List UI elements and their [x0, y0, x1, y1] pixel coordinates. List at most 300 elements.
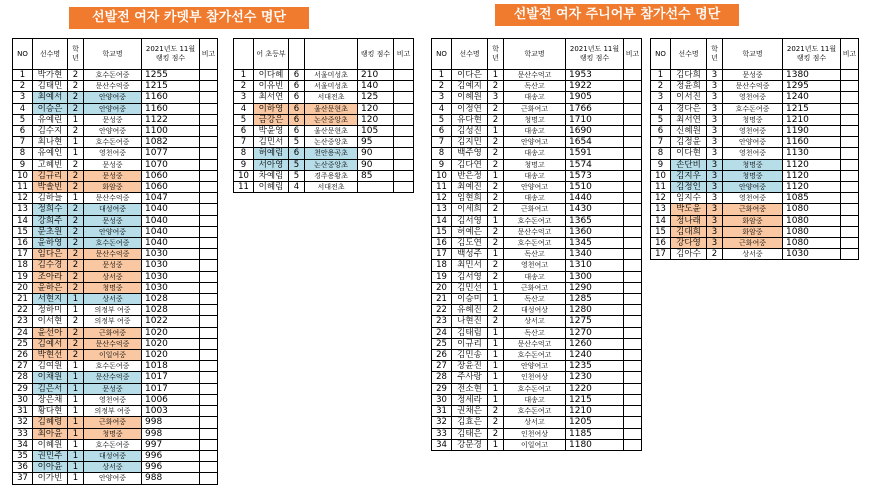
- table-row: [234, 148, 414, 159]
- player-name: 김다희: [671, 70, 707, 81]
- ranking-score: 1190: [783, 126, 841, 137]
- player-name: 권민주: [33, 450, 68, 461]
- grade: 1: [488, 394, 504, 405]
- row-no: 7: [432, 137, 452, 148]
- table-row: [234, 170, 414, 181]
- table-row: [13, 114, 218, 125]
- player-name: 강희주: [33, 215, 68, 226]
- player-name: 박도윤: [671, 204, 707, 215]
- grade: 5: [289, 137, 305, 148]
- school-name: 대송고: [504, 92, 566, 103]
- player-name: 이가빈: [33, 473, 68, 484]
- note: [200, 114, 218, 125]
- note: [624, 81, 642, 92]
- row-no: 10: [13, 170, 33, 181]
- school-name: 안양여중: [84, 226, 142, 237]
- grade: 1: [68, 193, 84, 204]
- grade: 1: [488, 126, 504, 137]
- note: [624, 372, 642, 383]
- row-no: 23: [13, 316, 33, 327]
- ranking-score: 1028: [142, 294, 200, 305]
- school-name: 영천여중: [723, 92, 783, 103]
- row-no: 23: [432, 316, 452, 327]
- school-name: 호수돈여중: [723, 103, 783, 114]
- table-row: [651, 215, 859, 226]
- ranking-score: 1047: [142, 193, 200, 204]
- note: [624, 92, 642, 103]
- grade: 1: [68, 114, 84, 125]
- grade: 1: [68, 372, 84, 383]
- player-name: 김혜령: [33, 417, 68, 428]
- player-name: 임지수: [671, 193, 707, 204]
- row-no: 12: [13, 193, 33, 204]
- school-name: 청명중: [84, 282, 142, 293]
- row-no: 24: [432, 327, 452, 338]
- note: [624, 327, 642, 338]
- player-name: 김다연: [452, 159, 488, 170]
- note: [200, 473, 218, 484]
- school-name: 문산수억중: [84, 81, 142, 92]
- ranking-score: 1070: [142, 159, 200, 170]
- header-name: 선수명: [452, 39, 488, 70]
- school-name: 대송고: [504, 394, 566, 405]
- table-row: [651, 193, 859, 204]
- ranking-score: 1040: [142, 238, 200, 249]
- row-no: 6: [651, 126, 671, 137]
- player-name: 김성진: [452, 126, 488, 137]
- row-no: 15: [432, 226, 452, 237]
- table-row: [651, 126, 859, 137]
- player-name: 고혜빈: [33, 159, 68, 170]
- ranking-score: 1080: [783, 215, 841, 226]
- school-name: 화암중: [723, 215, 783, 226]
- row-no: 11: [651, 182, 671, 193]
- ranking-score: 1120: [783, 159, 841, 170]
- grade: 6: [289, 148, 305, 159]
- grade: 3: [707, 148, 723, 159]
- school-name: 이일여고: [504, 439, 566, 450]
- note: [394, 170, 414, 181]
- player-name: 김아수: [671, 249, 707, 260]
- player-name: 이승미: [452, 294, 488, 305]
- player-name: 이혜원: [452, 92, 488, 103]
- table-row: [13, 372, 218, 383]
- player-name: 최예진: [452, 182, 488, 193]
- player-name: 임현희: [452, 193, 488, 204]
- ranking-score: 1690: [566, 126, 624, 137]
- player-name: 이다은: [452, 70, 488, 81]
- player-name: 허예은: [452, 226, 488, 237]
- ranking-score: 996: [142, 462, 200, 473]
- school-name: 서울미성초: [305, 70, 358, 81]
- player-name: 김수지: [33, 126, 68, 137]
- row-no: 12: [432, 193, 452, 204]
- row-no: 3: [651, 92, 671, 103]
- school-name: 상서중: [723, 249, 783, 260]
- ranking-score: 1040: [142, 204, 200, 215]
- row-no: 30: [13, 394, 33, 405]
- row-no: 16: [13, 238, 33, 249]
- row-no: 3: [13, 92, 33, 103]
- grade: 3: [707, 92, 723, 103]
- note: [200, 428, 218, 439]
- table-row: [432, 350, 642, 361]
- table-row: [432, 383, 642, 394]
- table-row: [13, 383, 218, 394]
- note: [200, 316, 218, 327]
- ranking-score: 1430: [566, 204, 624, 215]
- note: [841, 159, 859, 170]
- row-no: 6: [432, 126, 452, 137]
- grade: 1: [488, 170, 504, 181]
- row-no: 1: [234, 70, 254, 81]
- player-name: 유예린: [33, 114, 68, 125]
- school-name: 호수돈여중: [84, 439, 142, 450]
- school-name: 안양여중: [84, 126, 142, 137]
- table-row: [13, 260, 218, 271]
- table-row: [13, 103, 218, 114]
- ranking-score: 85: [358, 170, 394, 181]
- note: [200, 294, 218, 305]
- ranking-score: 1654: [566, 137, 624, 148]
- row-no: 18: [432, 260, 452, 271]
- school-name: 독산고: [504, 327, 566, 338]
- ranking-score: 1574: [566, 159, 624, 170]
- ranking-score: 1030: [142, 260, 200, 271]
- player-name: 백주영: [452, 148, 488, 159]
- note: [200, 193, 218, 204]
- table-row: [651, 114, 859, 125]
- table-row: [13, 137, 218, 148]
- row-no: 5: [234, 114, 254, 125]
- note: [200, 338, 218, 349]
- row-no: 32: [432, 417, 452, 428]
- grade: 2: [488, 316, 504, 327]
- row-no: 1: [13, 70, 33, 81]
- school-name: 근화여중: [723, 204, 783, 215]
- row-no: 13: [651, 204, 671, 215]
- table-row: [13, 294, 218, 305]
- ranking-score: 1080: [783, 204, 841, 215]
- school-name: 청명중: [723, 170, 783, 181]
- player-name: 김민서: [254, 137, 289, 148]
- school-name: 호수돈여고: [504, 215, 566, 226]
- grade: 6: [289, 81, 305, 92]
- table-row: [432, 406, 642, 417]
- row-no: 31: [13, 406, 33, 417]
- grade: 2: [68, 282, 84, 293]
- row-no: 35: [13, 450, 33, 461]
- ranking-score: 1260: [566, 338, 624, 349]
- school-name: 안양여중: [84, 473, 142, 484]
- school-name: 경주용황초: [305, 170, 358, 181]
- header-grade: [289, 39, 305, 70]
- note: [624, 204, 642, 215]
- table-row: [13, 417, 218, 428]
- grade: 2: [488, 406, 504, 417]
- header-note: 비고: [624, 39, 642, 70]
- player-name: 신혜원: [671, 126, 707, 137]
- school-name: 호수돈여중: [84, 70, 142, 81]
- note: [200, 372, 218, 383]
- player-name: 서현지: [33, 294, 68, 305]
- row-no: 13: [432, 204, 452, 215]
- table-row: [432, 159, 642, 170]
- note: [841, 70, 859, 81]
- school-name: 논산중앙초: [305, 159, 358, 170]
- school-name: 호수돈여고: [504, 383, 566, 394]
- note: [200, 417, 218, 428]
- grade: 1: [488, 294, 504, 305]
- player-name: 최아윤: [33, 428, 68, 439]
- school-name: 서울미성초: [305, 81, 358, 92]
- note: [200, 170, 218, 181]
- row-no: 4: [13, 103, 33, 114]
- grade: 3: [707, 103, 723, 114]
- ranking-score: 1160: [783, 137, 841, 148]
- school-name: 대송고: [504, 193, 566, 204]
- player-name: 윤하영: [33, 238, 68, 249]
- row-no: 10: [432, 170, 452, 181]
- player-name: 황다현: [33, 406, 68, 417]
- player-name: 유예인: [33, 148, 68, 159]
- note: [624, 103, 642, 114]
- grade: 2: [68, 159, 84, 170]
- school-name: 안양여고: [504, 182, 566, 193]
- grade: 2: [488, 260, 504, 271]
- grade: 3: [707, 159, 723, 170]
- table-row: [432, 316, 642, 327]
- ranking-score: 1270: [566, 327, 624, 338]
- grade: 2: [707, 249, 723, 260]
- elementary-table: [233, 38, 414, 193]
- grade: 3: [707, 137, 723, 148]
- grade: 2: [488, 271, 504, 282]
- table-row: [13, 170, 218, 181]
- note: [841, 81, 859, 92]
- ranking-score: 1020: [142, 350, 200, 361]
- table-row: [432, 170, 642, 181]
- school-name: 문성중: [84, 170, 142, 181]
- ranking-score: 90: [358, 148, 394, 159]
- ranking-score: 1017: [142, 372, 200, 383]
- grade: 6: [289, 92, 305, 103]
- table-row: [432, 294, 642, 305]
- note: [624, 170, 642, 181]
- row-no: 4: [432, 103, 452, 114]
- grade: 1: [68, 294, 84, 305]
- table-row: [432, 204, 642, 215]
- grade: 6: [289, 114, 305, 125]
- row-no: 17: [13, 249, 33, 260]
- school-name: 호수돈여중: [84, 137, 142, 148]
- row-no: 15: [651, 226, 671, 237]
- ranking-score: 1905: [566, 92, 624, 103]
- table-row: [13, 204, 218, 215]
- ranking-score: 1360: [566, 226, 624, 237]
- grade: 2: [68, 182, 84, 193]
- row-no: 11: [432, 182, 452, 193]
- ranking-score: 1122: [142, 114, 200, 125]
- ranking-score: 1100: [142, 126, 200, 137]
- ranking-score: 210: [358, 70, 394, 81]
- row-no: 1: [432, 70, 452, 81]
- ranking-score: 988: [142, 473, 200, 484]
- grade: 5: [289, 170, 305, 181]
- grade: 2: [488, 81, 504, 92]
- table-row: [13, 361, 218, 372]
- school-name: 상서중: [84, 462, 142, 473]
- player-name: 정나래: [671, 215, 707, 226]
- player-name: 이다현: [671, 148, 707, 159]
- note: [841, 215, 859, 226]
- school-name: 영천여중: [84, 148, 142, 159]
- ranking-score: 1130: [783, 148, 841, 159]
- player-name: 박가현: [33, 70, 68, 81]
- school-name: 안양여중: [723, 182, 783, 193]
- grade: 1: [68, 383, 84, 394]
- ranking-score: 996: [142, 450, 200, 461]
- ranking-score: 1922: [566, 81, 624, 92]
- player-name: 김민선: [452, 282, 488, 293]
- table-row: [13, 473, 218, 484]
- grade: 2: [488, 137, 504, 148]
- ranking-score: 1077: [142, 148, 200, 159]
- header-no: NO: [13, 39, 33, 70]
- school-name: 문산수억고: [504, 338, 566, 349]
- note: [624, 361, 642, 372]
- grade: 3: [707, 126, 723, 137]
- table-row: [234, 159, 414, 170]
- player-name: 김서영: [452, 215, 488, 226]
- note: [200, 238, 218, 249]
- player-name: 김태은: [452, 428, 488, 439]
- school-name: 대성여중: [84, 204, 142, 215]
- school-name: 인천여상: [504, 372, 566, 383]
- player-name: 윤선아: [33, 327, 68, 338]
- junior-table-a: [431, 38, 642, 451]
- grade: 2: [68, 226, 84, 237]
- row-no: 5: [432, 114, 452, 125]
- player-name: 김하늘: [33, 193, 68, 204]
- row-no: 16: [651, 238, 671, 249]
- ranking-score: 1017: [142, 383, 200, 394]
- note: [200, 462, 218, 473]
- table-row: [234, 137, 414, 148]
- school-name: 청명중: [84, 428, 142, 439]
- player-name: 이채원: [33, 372, 68, 383]
- table-row: [651, 204, 859, 215]
- player-name: 김서영: [452, 271, 488, 282]
- row-no: 22: [13, 305, 33, 316]
- grade: 3: [707, 114, 723, 125]
- row-no: 27: [13, 361, 33, 372]
- table-row: [13, 81, 218, 92]
- grade: 1: [68, 137, 84, 148]
- table-row: [432, 282, 642, 293]
- ranking-score: 1210: [783, 114, 841, 125]
- player-name: 정윤희: [671, 81, 707, 92]
- header-score: 2021년도 11월랭킹 점수: [783, 39, 841, 70]
- header-note: 비고: [200, 39, 218, 70]
- grade: 1: [488, 327, 504, 338]
- ranking-score: 140: [358, 81, 394, 92]
- note: [200, 260, 218, 271]
- player-name: 최예서: [33, 92, 68, 103]
- note: [624, 70, 642, 81]
- school-name: 독산고: [504, 81, 566, 92]
- note: [200, 204, 218, 215]
- player-name: 주사랑: [452, 372, 488, 383]
- player-name: 유다현: [452, 114, 488, 125]
- row-no: 6: [13, 126, 33, 137]
- school-name: 안양여중: [723, 137, 783, 148]
- player-name: 김규리: [33, 170, 68, 181]
- note: [841, 182, 859, 193]
- table-row: [432, 361, 642, 372]
- row-no: 10: [234, 170, 254, 181]
- note: [624, 417, 642, 428]
- player-name: 문초원: [33, 226, 68, 237]
- ranking-score: 1280: [566, 305, 624, 316]
- note: [200, 439, 218, 450]
- player-name: 이혜림: [254, 182, 289, 193]
- header-note: 비고: [841, 39, 859, 70]
- grade: 5: [289, 159, 305, 170]
- school-name: 천안용곡초: [305, 148, 358, 159]
- grade: 6: [289, 126, 305, 137]
- school-name: 상서중: [84, 271, 142, 282]
- school-name: 문산수억고: [504, 226, 566, 237]
- school-name: 청명고: [504, 114, 566, 125]
- table-row: [432, 439, 642, 450]
- note: [841, 238, 859, 249]
- ranking-score: 1006: [142, 394, 200, 405]
- grade: 3: [707, 204, 723, 215]
- school-name: 문성중: [84, 383, 142, 394]
- note: [624, 406, 642, 417]
- grade: 2: [68, 350, 84, 361]
- ranking-score: 1573: [566, 170, 624, 181]
- school-name: 문성중: [84, 215, 142, 226]
- table-row: [651, 238, 859, 249]
- header-school: 학교명: [84, 39, 142, 70]
- school-name: 인천여상: [504, 428, 566, 439]
- ranking-score: 1510: [566, 182, 624, 193]
- header-school: 학교명: [723, 39, 783, 70]
- row-no: 2: [432, 81, 452, 92]
- table-row: [13, 406, 218, 417]
- player-name: 김태림: [452, 327, 488, 338]
- row-no: 30: [432, 394, 452, 405]
- table-row: [13, 271, 218, 282]
- note: [200, 92, 218, 103]
- grade: 1: [488, 338, 504, 349]
- school-name: 근화여고: [504, 103, 566, 114]
- table-row: [13, 159, 218, 170]
- ranking-score: 1030: [142, 271, 200, 282]
- ranking-score: 997: [142, 439, 200, 450]
- ranking-score: 1060: [142, 170, 200, 181]
- player-name: 김대희: [671, 226, 707, 237]
- ranking-score: [358, 182, 394, 193]
- school-name: 문산수억중: [84, 338, 142, 349]
- player-name: 이승은: [33, 103, 68, 114]
- grade: 1: [68, 450, 84, 461]
- school-name: 안양여고: [504, 137, 566, 148]
- row-no: 4: [234, 103, 254, 114]
- row-no: 2: [651, 81, 671, 92]
